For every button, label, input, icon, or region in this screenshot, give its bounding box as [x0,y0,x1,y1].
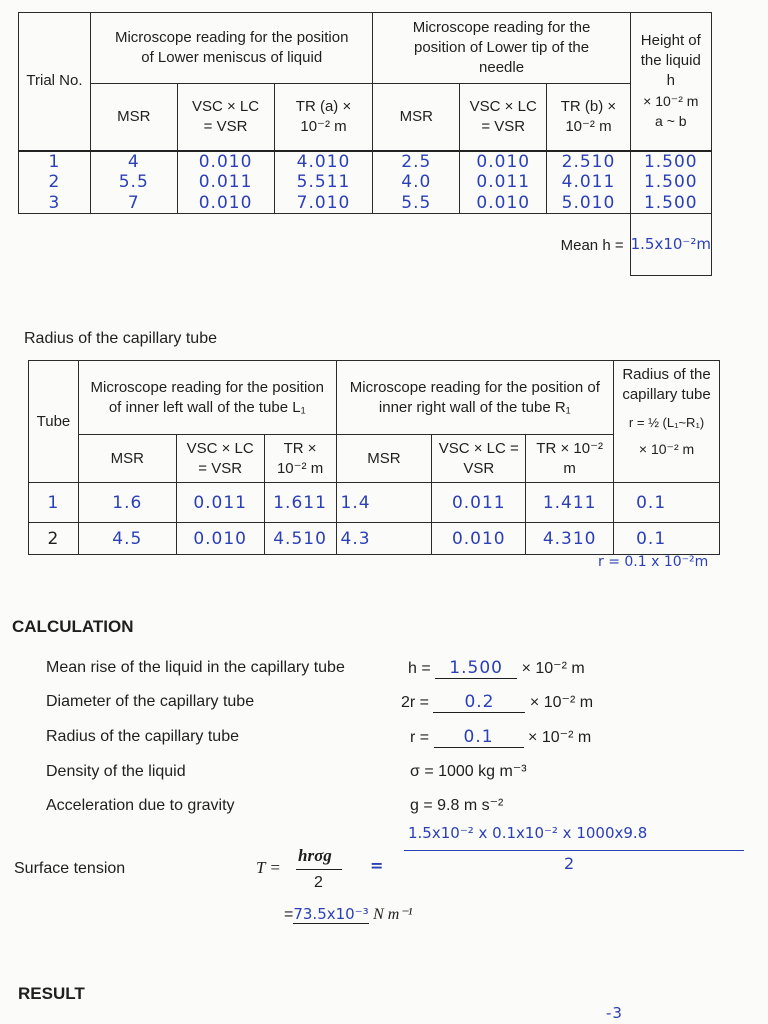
msr-l-cell: 4.5 [78,523,176,555]
height-cell: 1.500 [630,193,711,214]
msr-a-cell: 4 [90,151,177,172]
trial-cell: 3 [19,193,91,214]
height-cell: 1.500 [630,151,711,172]
tr-b-cell: 2.510 [547,151,630,172]
radius-header: Radius of the capillary tube r = ½ (L₁~R₁) × 10⁻² m [614,361,720,483]
vsr-a-cell: 0.011 [177,172,274,193]
tr-l-header: TR × 10⁻² m [264,435,336,483]
msr-r-header: MSR [336,435,432,483]
result-line: =73.5x10⁻³ N m⁻¹ [284,905,413,923]
tr-b-cell: 4.011 [547,172,630,193]
table-row [29,483,720,523]
calc-label-diameter: Diameter of the capillary tube [46,693,255,710]
msr-b-cell: 4.0 [373,172,460,193]
calc-eq-radius: r = 0.1 × 10⁻² m [410,727,592,747]
trb-header: TR (b) × 10⁻² m [547,84,630,151]
calc-eq-diameter: 2r = 0.2 × 10⁻² m [401,692,594,712]
formula-fraction-bar [296,869,342,870]
formula-T: T = [256,858,281,877]
vsr-r-cell: 0.011 [432,483,526,523]
calc-eq-gravity: g = 9.8 m s⁻² [410,797,504,814]
calc-value-mean-rise: 1.500 [435,658,517,679]
result-heading: RESULT [18,984,85,1003]
calc-label-mean-rise: Mean rise of the liquid in the capillary tube [46,659,345,676]
calc-eq-mean-rise: h = 1.500 × 10⁻² m [408,658,585,678]
radius-note: r = 0.1 x 10⁻²m [598,554,709,570]
vsc-l-header: VSC × LC = VSR [176,435,264,483]
vsr-a-cell: 0.010 [177,193,274,214]
vsc-a-header: VSC × LC = VSR [177,84,274,151]
trial-cell: 2 [19,172,91,193]
height-cell: 1.500 [630,172,711,193]
formula-denominator: 2 [314,874,323,891]
tr-l-cell: 1.611 [264,483,336,523]
right-wall-header: Microscope reading for the position of inner right wall of the tube R₁ [336,361,614,435]
result-fragment: -3 [606,1004,623,1022]
msr-a-cell: 7 [90,193,177,214]
lower-meniscus-header: Microscope reading for the position of Lower meniscus of liquid [90,13,373,84]
tube-header: Tube [29,361,79,483]
formula-numerator: hrσg [298,846,332,865]
msr-a-cell: 5.5 [90,172,177,193]
msr-r-cell: 1.4 [336,483,432,523]
tr-a-cell: 4.010 [274,151,373,172]
radius-caption: Radius of the capillary tube [24,330,217,347]
surface-tension-value: 73.5x10⁻³ [293,905,369,923]
msr-b-cell: 5.5 [373,193,460,214]
vsc-r-header: VSC × LC = VSR [432,435,526,483]
msr-l-header: MSR [78,435,176,483]
calc-value-radius: 0.1 [434,727,524,748]
table-row [19,172,712,193]
tr-a-header: TR (a) × 10⁻² m [274,84,373,151]
msr-r-cell: 4.3 [336,523,432,555]
trial-no-header: Trial No. [19,13,91,151]
vsr-a-cell: 0.010 [177,151,274,172]
hw-denominator: 2 [564,854,576,873]
mean-label: Mean h = [560,237,624,254]
vsr-b-cell: 0.011 [460,172,547,193]
vsc-b-header: VSC × LC = VSR [460,84,547,151]
table-row [19,151,712,172]
radius-cell: 0.1 [614,483,720,523]
left-wall-header: Microscope reading for the position of inner left wall of the tube L₁ [78,361,336,435]
msr-l-cell: 1.6 [78,483,176,523]
msr-a-header: MSR [90,84,177,151]
vsr-r-cell: 0.010 [432,523,526,555]
vsr-b-cell: 0.010 [460,151,547,172]
radius-table [28,360,720,555]
formula-equals: = [370,856,385,875]
mean-value: 1.5x10⁻²m [630,214,711,276]
tr-l-cell: 4.510 [264,523,336,555]
tr-r-header: TR × 10⁻² m [526,435,614,483]
vsr-l-cell: 0.011 [176,483,264,523]
vsr-l-cell: 0.010 [176,523,264,555]
calc-label-density: Density of the liquid [46,763,186,780]
calc-value-diameter: 0.2 [433,692,525,713]
tr-b-cell: 5.010 [547,193,630,214]
tube-cell: 2 [29,523,79,555]
height-header: Height of the liquid h × 10⁻² m a ~ b [630,13,711,151]
tr-r-cell: 1.411 [526,483,614,523]
calc-label-gravity: Acceleration due to gravity [46,797,235,814]
surface-tension-unit: N m⁻¹ [373,906,413,923]
hw-fraction-bar [404,850,744,851]
calculation-heading: CALCULATION [12,617,134,636]
radius-cell: 0.1 [614,523,720,555]
calc-label-radius: Radius of the capillary tube [46,728,239,745]
lower-tip-header: Microscope reading for the position of Lower tip of the needle [373,13,630,84]
vsr-b-cell: 0.010 [460,193,547,214]
table-row [29,523,720,555]
table-row [19,193,712,214]
tube-cell: 1 [29,483,79,523]
tr-a-cell: 5.511 [274,172,373,193]
hw-numerator: 1.5x10⁻² x 0.1x10⁻² x 1000x9.8 [408,824,648,842]
liquid-height-table [18,12,712,276]
msr-b-cell: 2.5 [373,151,460,172]
msr-b-header: MSR [373,84,460,151]
calc-eq-density: σ = 1000 kg m⁻³ [410,763,527,780]
tr-r-cell: 4.310 [526,523,614,555]
trial-cell: 1 [19,151,91,172]
tr-a-cell: 7.010 [274,193,373,214]
surface-tension-label: Surface tension [14,860,126,877]
